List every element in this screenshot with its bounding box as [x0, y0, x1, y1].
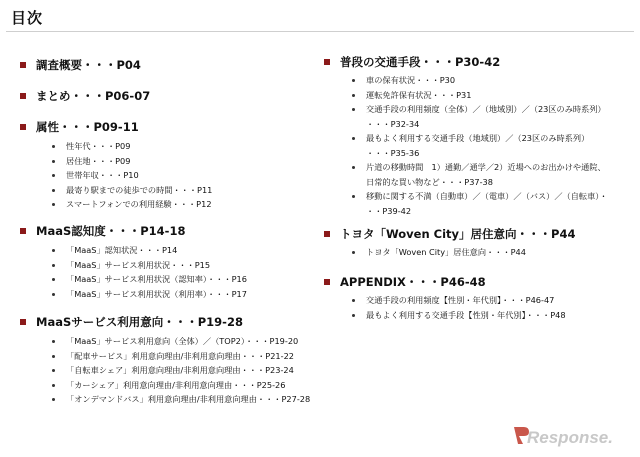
dot-bullet-icon	[52, 369, 55, 372]
toc-section-summary	[20, 88, 150, 104]
dot-bullet-icon	[52, 264, 55, 267]
toc-section-appendix	[324, 274, 566, 322]
dot-bullet-icon	[52, 145, 55, 148]
toc-item-list	[50, 139, 212, 212]
toc-item[interactable]: 最もよく利用する交通手段【性別・年代別】・・・P48	[350, 308, 566, 323]
square-bullet-icon	[324, 59, 330, 65]
toc-item[interactable]: 車の保有状況・・・P30	[350, 73, 608, 88]
toc-item-list	[50, 334, 310, 407]
section-heading[interactable]: APPENDIX・・・P46-48	[340, 275, 486, 289]
dot-bullet-icon	[352, 79, 355, 82]
toc-item-list	[350, 73, 608, 218]
dot-bullet-icon	[352, 94, 355, 97]
dot-bullet-icon	[352, 137, 355, 140]
section-heading[interactable]: MaaS認知度・・・P14-18	[36, 224, 186, 238]
square-bullet-icon	[20, 124, 26, 130]
section-heading[interactable]: MaaSサービス利用意向・・・P19-28	[36, 315, 243, 329]
toc-item[interactable]: 「MaaS」認知状況・・・P14	[50, 243, 247, 258]
toc-section-maas-intent	[20, 314, 310, 407]
dot-bullet-icon	[352, 299, 355, 302]
dot-bullet-icon	[52, 355, 55, 358]
response-logo	[512, 423, 630, 449]
dot-bullet-icon	[352, 108, 355, 111]
toc-item[interactable]: 「MaaS」サービス利用意向（全体）／（TOP2）・・・P19-20	[50, 334, 310, 349]
toc-item[interactable]: 交通手段の利用頻度【性別・年代別】・・・P46-47	[350, 293, 566, 308]
toc-section-survey-overview	[20, 57, 141, 73]
toc-item-list	[350, 245, 575, 260]
toc-section-attributes	[20, 119, 212, 212]
dot-bullet-icon	[352, 166, 355, 169]
section-heading[interactable]: 調査概要・・・P04	[36, 58, 141, 72]
section-heading[interactable]: 普段の交通手段・・・P30-42	[340, 55, 501, 69]
square-bullet-icon	[324, 231, 330, 237]
dot-bullet-icon	[52, 293, 55, 296]
toc-item[interactable]: 「自転車シェア」利用意向理由/非利用意向理由・・・P23-24	[50, 363, 310, 378]
toc-item[interactable]: 最もよく利用する交通手段（地域別）／（23区のみ時系列）	[350, 131, 608, 146]
toc-item[interactable]: トヨタ「Woven City」居住意向・・・P44	[350, 245, 575, 260]
toc-item[interactable]: 居住地・・・P09	[50, 154, 212, 169]
toc-item[interactable]: スマートフォンでの利用経験・・・P12	[50, 197, 212, 212]
dot-bullet-icon	[52, 160, 55, 163]
dot-bullet-icon	[52, 398, 55, 401]
toc-item[interactable]: 性年代・・・P09	[50, 139, 212, 154]
toc-item[interactable]: 世帯年収・・・P10	[50, 168, 212, 183]
section-heading[interactable]: まとめ・・・P06-07	[36, 89, 151, 103]
toc-item-continuation[interactable]: ・・・P35-36	[366, 147, 420, 158]
logo-text: Response.	[527, 428, 613, 447]
toc-item[interactable]: 移動に関する不満（自動車）／（電車）／（バス）／（自転車）・	[350, 189, 608, 204]
toc-item[interactable]: 交通手段の利用頻度（全体）／（地域別）／（23区のみ時系列）	[350, 102, 608, 117]
toc-item[interactable]: 最寄り駅までの徒歩での時間・・・P11	[50, 183, 212, 198]
toc-item[interactable]: 運転免許保有状況・・・P31	[350, 88, 608, 103]
toc-item-continuation[interactable]: ・・・P32-34	[366, 118, 420, 129]
response-logo-icon	[512, 423, 630, 449]
square-bullet-icon	[20, 62, 26, 68]
toc-item-list	[350, 293, 566, 322]
toc-section-woven-city	[324, 226, 575, 260]
square-bullet-icon	[324, 279, 330, 285]
page-title: 目次	[11, 9, 44, 27]
toc-item-continuation[interactable]: 日常的な買い物など・・・P37-38	[366, 176, 493, 187]
square-bullet-icon	[20, 319, 26, 325]
dot-bullet-icon	[52, 203, 55, 206]
dot-bullet-icon	[352, 314, 355, 317]
toc-item[interactable]: 「カーシェア」利用意向理由/非利用意向理由・・・P25-26	[50, 378, 310, 393]
toc-item[interactable]: 片道の移動時間 1）通勤／通学／2）近場へのお出かけや通院、	[350, 160, 608, 175]
dot-bullet-icon	[352, 195, 355, 198]
toc-item[interactable]: 「オンデマンドバス」利用意向理由/非利用意向理由・・・P27-28	[50, 392, 310, 407]
dot-bullet-icon	[52, 278, 55, 281]
toc-section-daily-transport	[324, 54, 608, 218]
toc-item-list	[50, 243, 247, 301]
section-heading[interactable]: 属性・・・P09-11	[36, 120, 139, 134]
toc-item-continuation[interactable]: ・・P39-42	[366, 205, 412, 216]
toc-item[interactable]: 「MaaS」サービス利用状況（認知率）・・・P16	[50, 272, 247, 287]
dot-bullet-icon	[52, 384, 55, 387]
dot-bullet-icon	[52, 249, 55, 252]
dot-bullet-icon	[52, 189, 55, 192]
toc-item[interactable]: 「配車サービス」利用意向理由/非利用意向理由・・・P21-22	[50, 349, 310, 364]
dot-bullet-icon	[52, 340, 55, 343]
title-divider	[6, 31, 634, 32]
toc-section-maas-awareness	[20, 223, 247, 301]
square-bullet-icon	[20, 93, 26, 99]
toc-item[interactable]: 「MaaS」サービス利用状況（利用率）・・・P17	[50, 287, 247, 302]
dot-bullet-icon	[352, 251, 355, 254]
section-heading[interactable]: トヨタ「Woven City」居住意向・・・P44	[340, 227, 576, 241]
square-bullet-icon	[20, 228, 26, 234]
dot-bullet-icon	[52, 174, 55, 177]
toc-item[interactable]: 「MaaS」サービス利用状況・・・P15	[50, 258, 247, 273]
